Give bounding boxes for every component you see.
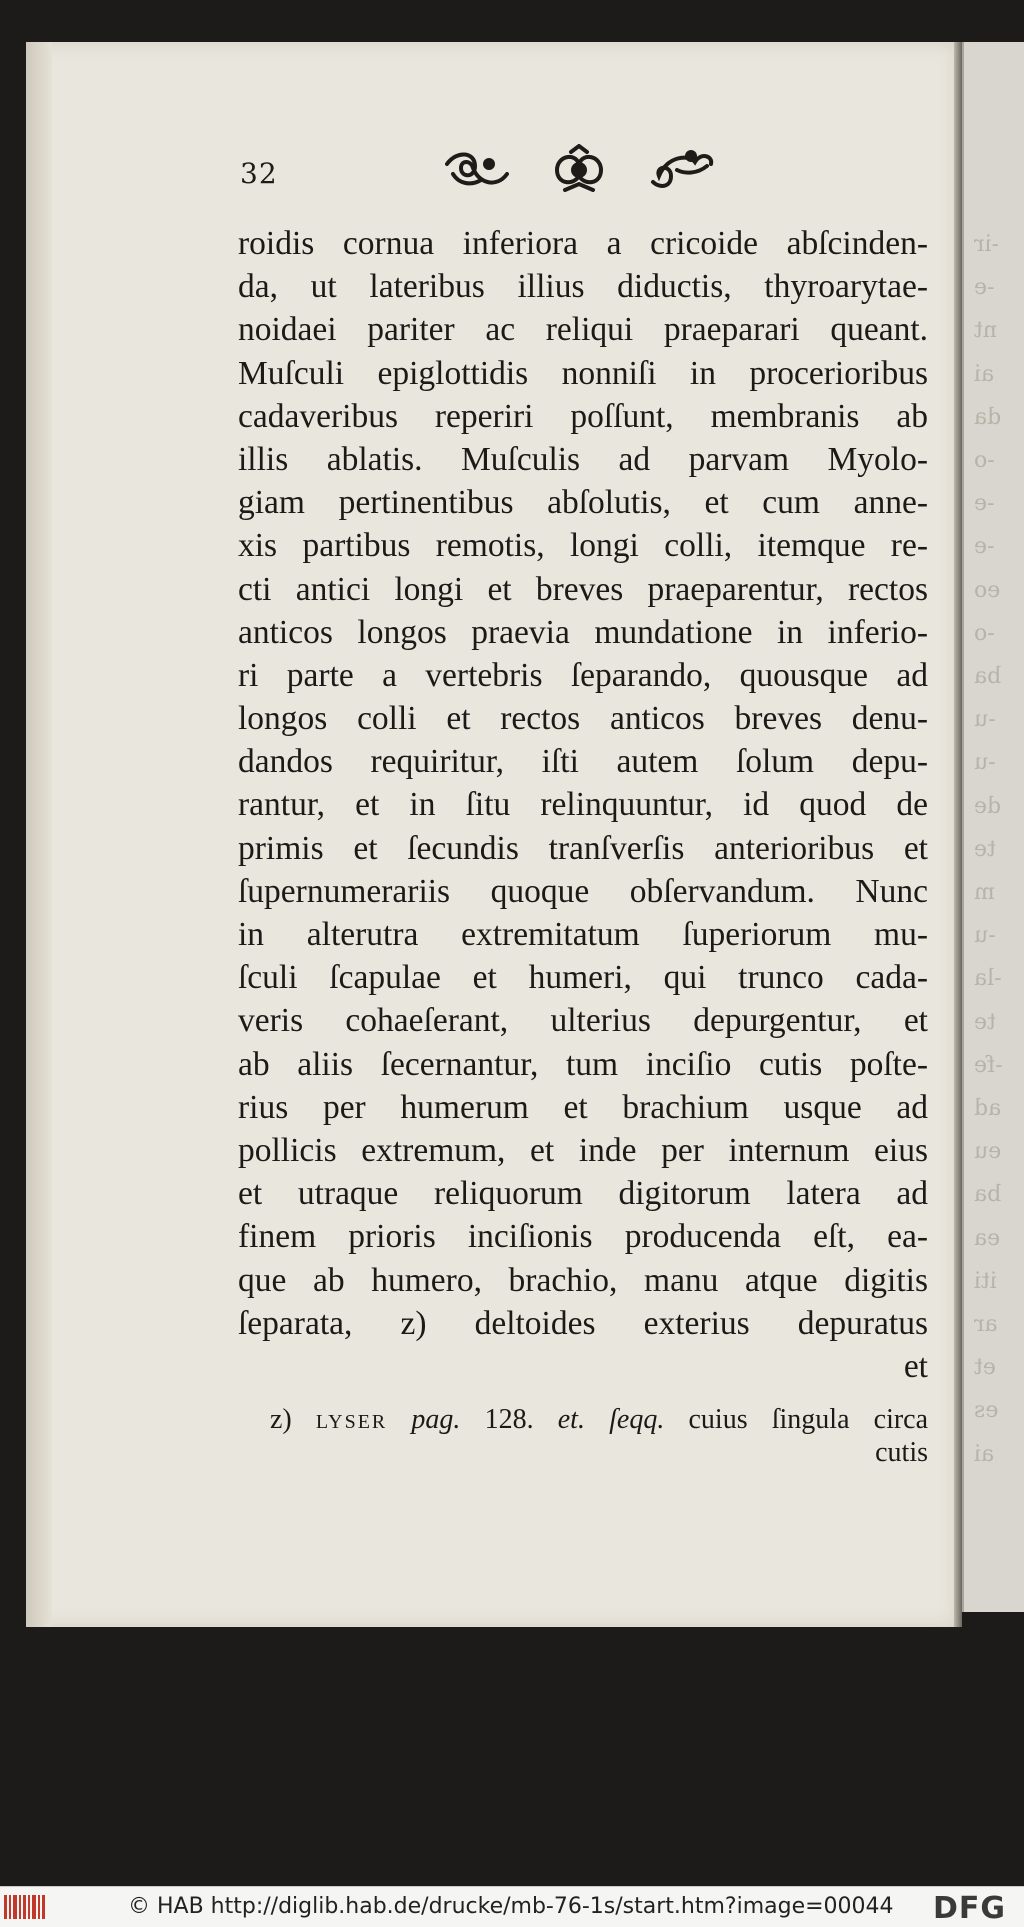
text-line: cti antici longi et breves praeparentur, rectos bbox=[238, 570, 928, 608]
main-text-block bbox=[238, 222, 928, 1388]
text-line: Muſculi epiglottidis nonniſi in procerioribus bbox=[238, 354, 928, 392]
next-page-ghost-text: iti bbox=[974, 1268, 997, 1294]
text-line: que ab humero, brachio, manu atque digitis bbox=[238, 1261, 928, 1299]
text-line: cadaveribus reperiri poſſunt, membranis ab bbox=[238, 397, 928, 435]
next-page-ghost-text: ea bbox=[974, 1225, 1001, 1251]
text-line: rantur, et in ſitu relinquuntur, id quod de bbox=[238, 786, 928, 824]
next-page-ghost-text: -ir bbox=[974, 232, 999, 257]
next-page-ghost-text: eu bbox=[974, 1139, 1002, 1165]
next-page-ghost-text: ba bbox=[974, 1182, 1002, 1208]
text-line: in alterutra extremitatum ſuperiorum mu- bbox=[238, 916, 928, 953]
footnote-ref-num: 128. bbox=[484, 1404, 534, 1435]
next-page-ghost-text: et bbox=[974, 1355, 996, 1381]
page-fold bbox=[954, 42, 962, 1627]
text-line: illis ablatis. Muſculis ad parvam Myolo- bbox=[238, 440, 928, 478]
footnote-marker: z) bbox=[270, 1404, 292, 1435]
footnote-author: lyser bbox=[315, 1404, 388, 1435]
next-page-ghost-text: nt bbox=[974, 318, 998, 344]
next-page-ghost-text: -e bbox=[974, 491, 995, 517]
next-page-ghost-text: ai bbox=[974, 361, 995, 387]
footer-bar bbox=[0, 1886, 1024, 1927]
text-line: ab aliis ſecernantur, tum inciſio cutis poſte- bbox=[238, 1045, 928, 1083]
dfg-logo: DFG bbox=[933, 1891, 1007, 1926]
footnote-ref-seqq: ſeqq. bbox=[609, 1404, 665, 1435]
page-number: 32 bbox=[240, 157, 278, 190]
text-line: ſupernumerariis quoque obſervandum. Nunc bbox=[238, 872, 928, 910]
next-page-ghost-text: -e bbox=[974, 275, 995, 301]
footnote-line bbox=[270, 1403, 928, 1436]
text-line: giam pertinentibus abſolutis, et cum anne- bbox=[238, 484, 928, 522]
footnote-ref-et: et. bbox=[557, 1404, 585, 1435]
catchword: et bbox=[903, 1347, 928, 1385]
footnote-text: cuius ſingula circa bbox=[688, 1404, 929, 1435]
next-page-edge bbox=[962, 42, 1024, 1612]
next-page-ghost-text: -fe bbox=[974, 1052, 1003, 1078]
footnote-ref-pag: pag. bbox=[411, 1404, 461, 1435]
next-page-ghost-text: ad bbox=[974, 1096, 1002, 1121]
next-page-ghost-text: -o bbox=[974, 620, 995, 646]
header-ornament-icon bbox=[445, 144, 715, 196]
next-page-ghost-text: m bbox=[974, 880, 995, 905]
text-line: rius per humerum et brachium usque ad bbox=[238, 1088, 928, 1126]
text-line: xis partibus remotis, longi colli, itemque re- bbox=[238, 527, 928, 565]
text-line: pollicis extremum, et inde per internum eius bbox=[238, 1131, 928, 1169]
next-page-ghost-text: te bbox=[974, 836, 996, 862]
text-line: da, ut lateribus illius diductis, thyroarytae- bbox=[238, 268, 928, 306]
text-line: dandos requiritur, iſti autem ſolum depu- bbox=[238, 743, 928, 781]
next-page-ghost-text: da bbox=[974, 404, 1002, 430]
next-page-ghost-text: -u bbox=[974, 923, 996, 949]
text-line: ſeparata, z) deltoides exterius depuratus bbox=[238, 1304, 928, 1342]
next-page-ghost-text: -u bbox=[974, 707, 996, 733]
text-line: longos colli et rectos anticos breves denu- bbox=[238, 700, 928, 738]
text-line: ſculi ſcapulae et humeri, qui trunco cada- bbox=[238, 959, 928, 997]
next-page-ghost-text: ar bbox=[974, 1312, 998, 1337]
text-line: anticos longos praevia mundatione in inferio- bbox=[238, 613, 928, 651]
text-line: finem prioris inciſionis producenda eſt, ea- bbox=[238, 1218, 928, 1256]
next-page-ghost-text: -la bbox=[974, 966, 1002, 992]
next-page-ghost-text: ai bbox=[974, 1441, 995, 1467]
barcode-icon bbox=[4, 1895, 46, 1919]
next-page-ghost-text: ba bbox=[974, 664, 1002, 689]
next-page-ghost-text: eo bbox=[974, 577, 1001, 603]
text-line: veris cohaeſerant, ulterius depurgentur, et bbox=[238, 1002, 928, 1040]
next-page-ghost-text: es bbox=[974, 1398, 999, 1424]
text-line: et utraque reliquorum digitorum latera ad bbox=[238, 1175, 928, 1213]
page-left-edge bbox=[26, 42, 52, 1627]
next-page-ghost-text: de bbox=[974, 793, 1002, 819]
footnote bbox=[270, 1403, 928, 1469]
footer-credit-link[interactable]: © HAB http://diglib.hab.de/drucke/mb-76-1s/start.htm?image=00044 bbox=[128, 1894, 894, 1919]
next-page-ghost-text: -e bbox=[974, 534, 995, 560]
text-line: ri parte a vertebris ſeparando, quousque ad bbox=[238, 656, 928, 694]
text-line: noidaei pariter ac reliqui praeparari queant. bbox=[238, 311, 928, 349]
text-line: primis et ſecundis tranſverſis anterioribus et bbox=[238, 829, 928, 867]
next-page-ghost-text: -u bbox=[974, 750, 996, 776]
footnote-catchword: cutis bbox=[875, 1437, 928, 1468]
next-page-ghost-text: -o bbox=[974, 448, 995, 473]
next-page-ghost-text: te bbox=[974, 1009, 996, 1035]
text-line: roidis cornua inferiora a cricoide abſcinden- bbox=[238, 225, 928, 262]
